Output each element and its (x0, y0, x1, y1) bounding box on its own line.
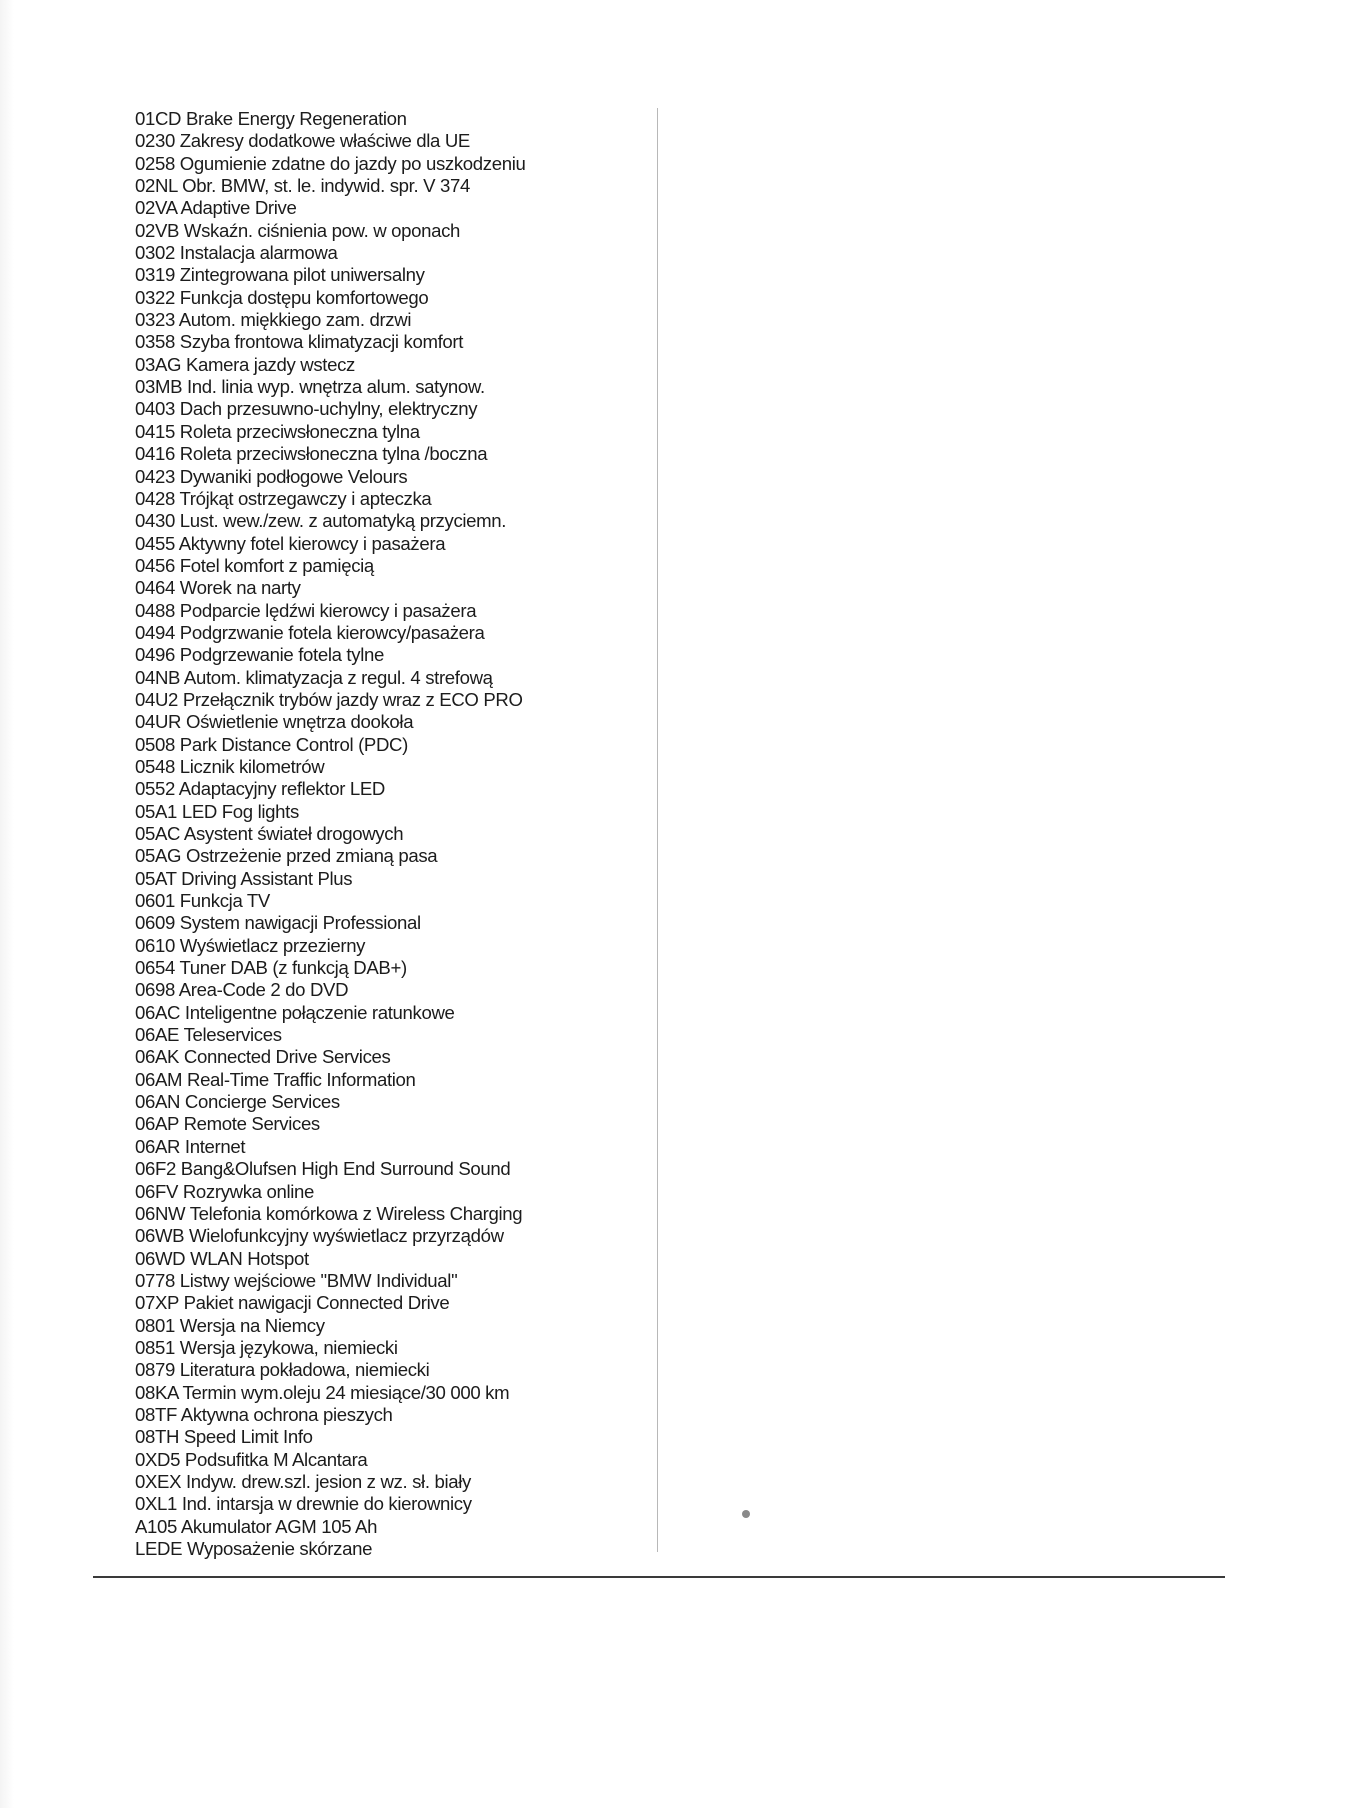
equipment-options-list (135, 108, 655, 1560)
option-item: 0258 Ogumienie zdatne do jazdy po uszkodzeniu (135, 152, 526, 174)
scan-speck (742, 1510, 750, 1518)
option-item: 0851 Wersja językowa, niemiecki (135, 1336, 398, 1358)
option-item: 0415 Roleta przeciwsłoneczna tylna (135, 420, 420, 442)
option-item: 03MB Ind. linia wyp. wnętrza alum. satynow. (135, 376, 485, 398)
option-item: 0464 Worek na narty (135, 577, 301, 599)
option-item: 0358 Szyba frontowa klimatyzacji komfort (135, 331, 464, 353)
option-item: 02VA Adaptive Drive (135, 197, 297, 219)
option-item: 0XL1 Ind. intarsja w drewnie do kierownicy (135, 1493, 472, 1515)
option-item: 0610 Wyświetlacz przezierny (135, 934, 366, 956)
option-item: 06AR Internet (135, 1135, 246, 1157)
option-item: 0416 Roleta przeciwsłoneczna tylna /boczna (135, 443, 488, 465)
option-item: 0601 Funkcja TV (135, 890, 270, 912)
option-item: 08TF Aktywna ochrona pieszych (135, 1403, 393, 1425)
option-item: 0496 Podgrzewanie fotela tylne (135, 644, 384, 666)
option-item: 06AK Connected Drive Services (135, 1046, 391, 1068)
option-item: 0879 Literatura pokładowa, niemiecki (135, 1359, 430, 1381)
bottom-rule (93, 1576, 1225, 1578)
option-item: 06WD WLAN Hotspot (135, 1247, 309, 1269)
option-item: 0548 Licznik kilometrów (135, 755, 325, 777)
option-item: 06AE Teleservices (135, 1024, 282, 1046)
option-item: 05A1 LED Fog lights (135, 800, 299, 822)
option-item: 06WB Wielofunkcyjny wyświetlacz przyrządów (135, 1225, 504, 1247)
option-item: 0230 Zakresy dodatkowe właściwe dla UE (135, 130, 470, 152)
scan-edge-shadow (0, 0, 14, 1808)
option-item: 0552 Adaptacyjny reflektor LED (135, 778, 385, 800)
option-item: 0455 Aktywny fotel kierowcy i pasażera (135, 532, 446, 554)
option-item: 05AC Asystent świateł drogowych (135, 823, 404, 844)
option-item: 0423 Dywaniki podłogowe Velours (135, 465, 408, 487)
option-item: 06AN Concierge Services (135, 1091, 340, 1113)
option-item: 08KA Termin wym.oleju 24 miesiące/30 000 km (135, 1381, 510, 1403)
option-item: 0XEX Indyw. drew.szl. jesion z wz. sł. biały (135, 1470, 471, 1492)
option-item: 06AM Real-Time Traffic Information (135, 1068, 416, 1090)
option-item: 0XD5 Podsufitka M Alcantara (135, 1448, 368, 1470)
option-item: 0302 Instalacja alarmowa (135, 242, 338, 264)
option-item: 0488 Podparcie lędźwi kierowcy i pasażera (135, 599, 477, 621)
option-item: 0456 Fotel komfort z pamięcią (135, 554, 374, 576)
option-item: LEDE Wyposażenie skórzane (135, 1538, 373, 1559)
option-item: 08TH Speed Limit Info (135, 1426, 313, 1448)
option-item: 06F2 Bang&Olufsen High End Surround Sound (135, 1158, 511, 1180)
option-item: 0430 Lust. wew./zew. z automatyką przyciemn. (135, 510, 507, 532)
option-item: 03AG Kamera jazdy wstecz (135, 353, 355, 375)
option-item: 04NB Autom. klimatyzacja z regul. 4 strefową (135, 666, 493, 688)
option-item: 0403 Dach przesuwno-uchylny, elektryczny (135, 398, 478, 420)
option-item: 02NL Obr. BMW, st. le. indywid. spr. V 374 (135, 175, 470, 197)
option-item: 06FV Rozrywka online (135, 1180, 315, 1202)
option-item: 06NW Telefonia komórkowa z Wireless Charging (135, 1202, 523, 1224)
option-item: 0609 System nawigacji Professional (135, 912, 421, 934)
option-item: 0508 Park Distance Control (PDC) (135, 733, 408, 755)
option-item: 0322 Funkcja dostępu komfortowego (135, 286, 429, 308)
option-item: 0323 Autom. miękkiego zam. drzwi (135, 309, 412, 331)
option-item: 06AC Inteligentne połączenie ratunkowe (135, 1001, 455, 1023)
option-item: 06AP Remote Services (135, 1113, 320, 1135)
option-item: 0654 Tuner DAB (z funkcją DAB+) (135, 957, 407, 979)
option-item: 0801 Wersja na Niemcy (135, 1314, 325, 1336)
option-item: 05AG Ostrzeżenie przed zmianą pasa (135, 845, 438, 867)
column-divider (657, 108, 658, 1552)
option-item: 0319 Zintegrowana pilot uniwersalny (135, 264, 425, 286)
option-item: A105 Akumulator AGM 105 Ah (135, 1515, 378, 1537)
option-item: 01CD Brake Energy Regeneration (135, 108, 407, 129)
option-item: 04U2 Przełącznik trybów jazdy wraz z ECO PRO (135, 688, 523, 710)
option-item: 02VB Wskaźn. ciśnienia pow. w oponach (135, 219, 461, 241)
option-item: 0494 Podgrzwanie fotela kierowcy/pasażera (135, 621, 485, 643)
option-item: 07XP Pakiet nawigacji Connected Drive (135, 1292, 450, 1314)
option-item: 04UR Oświetlenie wnętrza dookoła (135, 711, 414, 733)
option-item: 0778 Listwy wejściowe "BMW Individual" (135, 1269, 458, 1291)
option-item: 0698 Area-Code 2 do DVD (135, 979, 349, 1001)
option-item: 0428 Trójkąt ostrzegawczy i apteczka (135, 487, 432, 509)
option-item: 05AT Driving Assistant Plus (135, 867, 353, 889)
